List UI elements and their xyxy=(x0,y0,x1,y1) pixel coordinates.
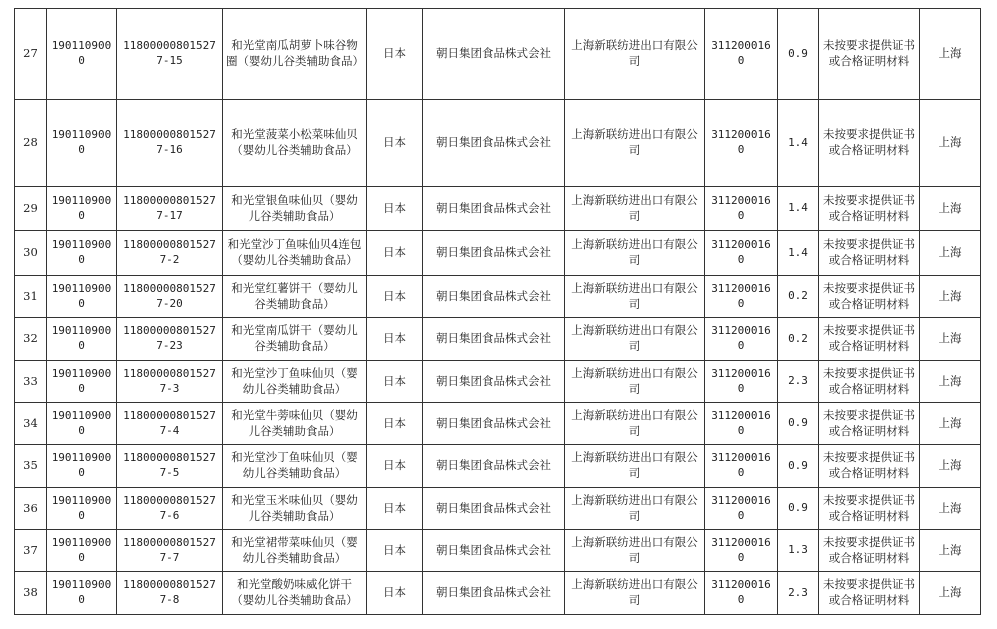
product-name-cell: 和光堂南瓜饼干（婴幼儿谷类辅助食品） xyxy=(223,318,367,361)
weight-cell: 0.9 xyxy=(778,488,819,530)
port-cell: 上海 xyxy=(920,100,981,187)
registration-number-cell: 118000008015277-20 xyxy=(117,276,223,318)
port-cell: 上海 xyxy=(920,488,981,530)
registration-number-cell: 118000008015277-16 xyxy=(117,100,223,187)
weight-cell: 0.2 xyxy=(778,276,819,318)
manufacturer-cell: 朝日集团食品株式会社 xyxy=(423,488,565,530)
table-row xyxy=(15,530,981,572)
reason-cell: 未按要求提供证书或合格证明材料 xyxy=(819,231,920,276)
manufacturer-cell: 朝日集团食品株式会社 xyxy=(423,9,565,100)
weight-cell: 0.9 xyxy=(778,9,819,100)
product-name-cell: 和光堂南瓜胡萝卜味谷物圈（婴幼儿谷类辅助食品） xyxy=(223,9,367,100)
row-index-cell: 35 xyxy=(15,445,47,488)
port-cell: 上海 xyxy=(920,318,981,361)
product-name-cell: 和光堂沙丁鱼味仙贝（婴幼儿谷类辅助食品） xyxy=(223,361,367,403)
manufacturer-cell: 朝日集团食品株式会社 xyxy=(423,403,565,445)
manufacturer-cell: 朝日集团食品株式会社 xyxy=(423,361,565,403)
origin-country-cell: 日本 xyxy=(367,361,423,403)
reason-cell: 未按要求提供证书或合格证明材料 xyxy=(819,445,920,488)
port-cell: 上海 xyxy=(920,445,981,488)
manufacturer-cell: 朝日集团食品株式会社 xyxy=(423,445,565,488)
port-cell: 上海 xyxy=(920,276,981,318)
importer-code-cell: 3112000160 xyxy=(705,530,778,572)
manufacturer-cell: 朝日集团食品株式会社 xyxy=(423,231,565,276)
registration-number-cell: 118000008015277-15 xyxy=(117,9,223,100)
importer-cell: 上海新联纺进出口有限公司 xyxy=(565,403,705,445)
product-name-cell: 和光堂酸奶味威化饼干（婴幼儿谷类辅助食品） xyxy=(223,572,367,615)
hs-code-cell: 1901109000 xyxy=(47,445,117,488)
table-row xyxy=(15,100,981,187)
reason-cell: 未按要求提供证书或合格证明材料 xyxy=(819,403,920,445)
origin-country-cell: 日本 xyxy=(367,530,423,572)
records-table xyxy=(14,8,981,615)
table-row xyxy=(15,361,981,403)
weight-cell: 0.2 xyxy=(778,318,819,361)
importer-cell: 上海新联纺进出口有限公司 xyxy=(565,572,705,615)
row-index-cell: 33 xyxy=(15,361,47,403)
row-index-cell: 34 xyxy=(15,403,47,445)
registration-number-cell: 118000008015277-4 xyxy=(117,403,223,445)
row-index-cell: 31 xyxy=(15,276,47,318)
origin-country-cell: 日本 xyxy=(367,572,423,615)
origin-country-cell: 日本 xyxy=(367,187,423,231)
registration-number-cell: 118000008015277-5 xyxy=(117,445,223,488)
hs-code-cell: 1901109000 xyxy=(47,231,117,276)
table-row xyxy=(15,572,981,615)
importer-cell: 上海新联纺进出口有限公司 xyxy=(565,445,705,488)
importer-cell: 上海新联纺进出口有限公司 xyxy=(565,488,705,530)
weight-cell: 2.3 xyxy=(778,361,819,403)
reason-cell: 未按要求提供证书或合格证明材料 xyxy=(819,100,920,187)
origin-country-cell: 日本 xyxy=(367,231,423,276)
port-cell: 上海 xyxy=(920,231,981,276)
row-index-cell: 32 xyxy=(15,318,47,361)
registration-number-cell: 118000008015277-8 xyxy=(117,572,223,615)
registration-number-cell: 118000008015277-7 xyxy=(117,530,223,572)
hs-code-cell: 1901109000 xyxy=(47,361,117,403)
product-name-cell: 和光堂银鱼味仙贝（婴幼儿谷类辅助食品） xyxy=(223,187,367,231)
hs-code-cell: 1901109000 xyxy=(47,276,117,318)
manufacturer-cell: 朝日集团食品株式会社 xyxy=(423,187,565,231)
hs-code-cell: 1901109000 xyxy=(47,488,117,530)
importer-cell: 上海新联纺进出口有限公司 xyxy=(565,100,705,187)
importer-code-cell: 3112000160 xyxy=(705,361,778,403)
product-name-cell: 和光堂玉米味仙贝（婴幼儿谷类辅助食品） xyxy=(223,488,367,530)
origin-country-cell: 日本 xyxy=(367,9,423,100)
importer-cell: 上海新联纺进出口有限公司 xyxy=(565,9,705,100)
hs-code-cell: 1901109000 xyxy=(47,572,117,615)
weight-cell: 2.3 xyxy=(778,572,819,615)
weight-cell: 1.4 xyxy=(778,231,819,276)
importer-cell: 上海新联纺进出口有限公司 xyxy=(565,318,705,361)
origin-country-cell: 日本 xyxy=(367,403,423,445)
origin-country-cell: 日本 xyxy=(367,318,423,361)
origin-country-cell: 日本 xyxy=(367,488,423,530)
row-index-cell: 37 xyxy=(15,530,47,572)
row-index-cell: 36 xyxy=(15,488,47,530)
row-index-cell: 29 xyxy=(15,187,47,231)
importer-cell: 上海新联纺进出口有限公司 xyxy=(565,276,705,318)
hs-code-cell: 1901109000 xyxy=(47,187,117,231)
importer-code-cell: 3112000160 xyxy=(705,488,778,530)
row-index-cell: 28 xyxy=(15,100,47,187)
product-name-cell: 和光堂红薯饼干（婴幼儿谷类辅助食品） xyxy=(223,276,367,318)
reason-cell: 未按要求提供证书或合格证明材料 xyxy=(819,488,920,530)
table-row xyxy=(15,9,981,100)
hs-code-cell: 1901109000 xyxy=(47,9,117,100)
hs-code-cell: 1901109000 xyxy=(47,318,117,361)
importer-code-cell: 3112000160 xyxy=(705,318,778,361)
importer-code-cell: 3112000160 xyxy=(705,9,778,100)
reason-cell: 未按要求提供证书或合格证明材料 xyxy=(819,318,920,361)
weight-cell: 0.9 xyxy=(778,403,819,445)
table-body xyxy=(15,9,981,615)
port-cell: 上海 xyxy=(920,187,981,231)
product-name-cell: 和光堂沙丁鱼味仙贝4连包（婴幼儿谷类辅助食品） xyxy=(223,231,367,276)
registration-number-cell: 118000008015277-2 xyxy=(117,231,223,276)
port-cell: 上海 xyxy=(920,361,981,403)
port-cell: 上海 xyxy=(920,9,981,100)
reason-cell: 未按要求提供证书或合格证明材料 xyxy=(819,9,920,100)
importer-cell: 上海新联纺进出口有限公司 xyxy=(565,361,705,403)
product-name-cell: 和光堂牛蒡味仙贝（婴幼儿谷类辅助食品） xyxy=(223,403,367,445)
weight-cell: 0.9 xyxy=(778,445,819,488)
importer-code-cell: 3112000160 xyxy=(705,100,778,187)
importer-code-cell: 3112000160 xyxy=(705,403,778,445)
table-row xyxy=(15,187,981,231)
product-name-cell: 和光堂菠菜小松菜味仙贝（婴幼儿谷类辅助食品） xyxy=(223,100,367,187)
table-row xyxy=(15,488,981,530)
importer-code-cell: 3112000160 xyxy=(705,572,778,615)
reason-cell: 未按要求提供证书或合格证明材料 xyxy=(819,530,920,572)
manufacturer-cell: 朝日集团食品株式会社 xyxy=(423,276,565,318)
port-cell: 上海 xyxy=(920,403,981,445)
registration-number-cell: 118000008015277-17 xyxy=(117,187,223,231)
table-row xyxy=(15,318,981,361)
importer-code-cell: 3112000160 xyxy=(705,231,778,276)
table-row xyxy=(15,445,981,488)
origin-country-cell: 日本 xyxy=(367,100,423,187)
hs-code-cell: 1901109000 xyxy=(47,100,117,187)
weight-cell: 1.4 xyxy=(778,187,819,231)
importer-code-cell: 3112000160 xyxy=(705,187,778,231)
reason-cell: 未按要求提供证书或合格证明材料 xyxy=(819,187,920,231)
manufacturer-cell: 朝日集团食品株式会社 xyxy=(423,530,565,572)
product-name-cell: 和光堂沙丁鱼味仙贝（婴幼儿谷类辅助食品） xyxy=(223,445,367,488)
registration-number-cell: 118000008015277-3 xyxy=(117,361,223,403)
weight-cell: 1.4 xyxy=(778,100,819,187)
port-cell: 上海 xyxy=(920,572,981,615)
importer-code-cell: 3112000160 xyxy=(705,445,778,488)
row-index-cell: 30 xyxy=(15,231,47,276)
hs-code-cell: 1901109000 xyxy=(47,403,117,445)
reason-cell: 未按要求提供证书或合格证明材料 xyxy=(819,572,920,615)
registration-number-cell: 118000008015277-6 xyxy=(117,488,223,530)
product-name-cell: 和光堂裙带菜味仙贝（婴幼儿谷类辅助食品） xyxy=(223,530,367,572)
importer-cell: 上海新联纺进出口有限公司 xyxy=(565,231,705,276)
row-index-cell: 27 xyxy=(15,9,47,100)
manufacturer-cell: 朝日集团食品株式会社 xyxy=(423,572,565,615)
hs-code-cell: 1901109000 xyxy=(47,530,117,572)
importer-cell: 上海新联纺进出口有限公司 xyxy=(565,530,705,572)
table-row xyxy=(15,276,981,318)
importer-code-cell: 3112000160 xyxy=(705,276,778,318)
table-row xyxy=(15,403,981,445)
table-row xyxy=(15,231,981,276)
manufacturer-cell: 朝日集团食品株式会社 xyxy=(423,318,565,361)
port-cell: 上海 xyxy=(920,530,981,572)
reason-cell: 未按要求提供证书或合格证明材料 xyxy=(819,276,920,318)
reason-cell: 未按要求提供证书或合格证明材料 xyxy=(819,361,920,403)
origin-country-cell: 日本 xyxy=(367,276,423,318)
weight-cell: 1.3 xyxy=(778,530,819,572)
origin-country-cell: 日本 xyxy=(367,445,423,488)
manufacturer-cell: 朝日集团食品株式会社 xyxy=(423,100,565,187)
registration-number-cell: 118000008015277-23 xyxy=(117,318,223,361)
importer-cell: 上海新联纺进出口有限公司 xyxy=(565,187,705,231)
row-index-cell: 38 xyxy=(15,572,47,615)
